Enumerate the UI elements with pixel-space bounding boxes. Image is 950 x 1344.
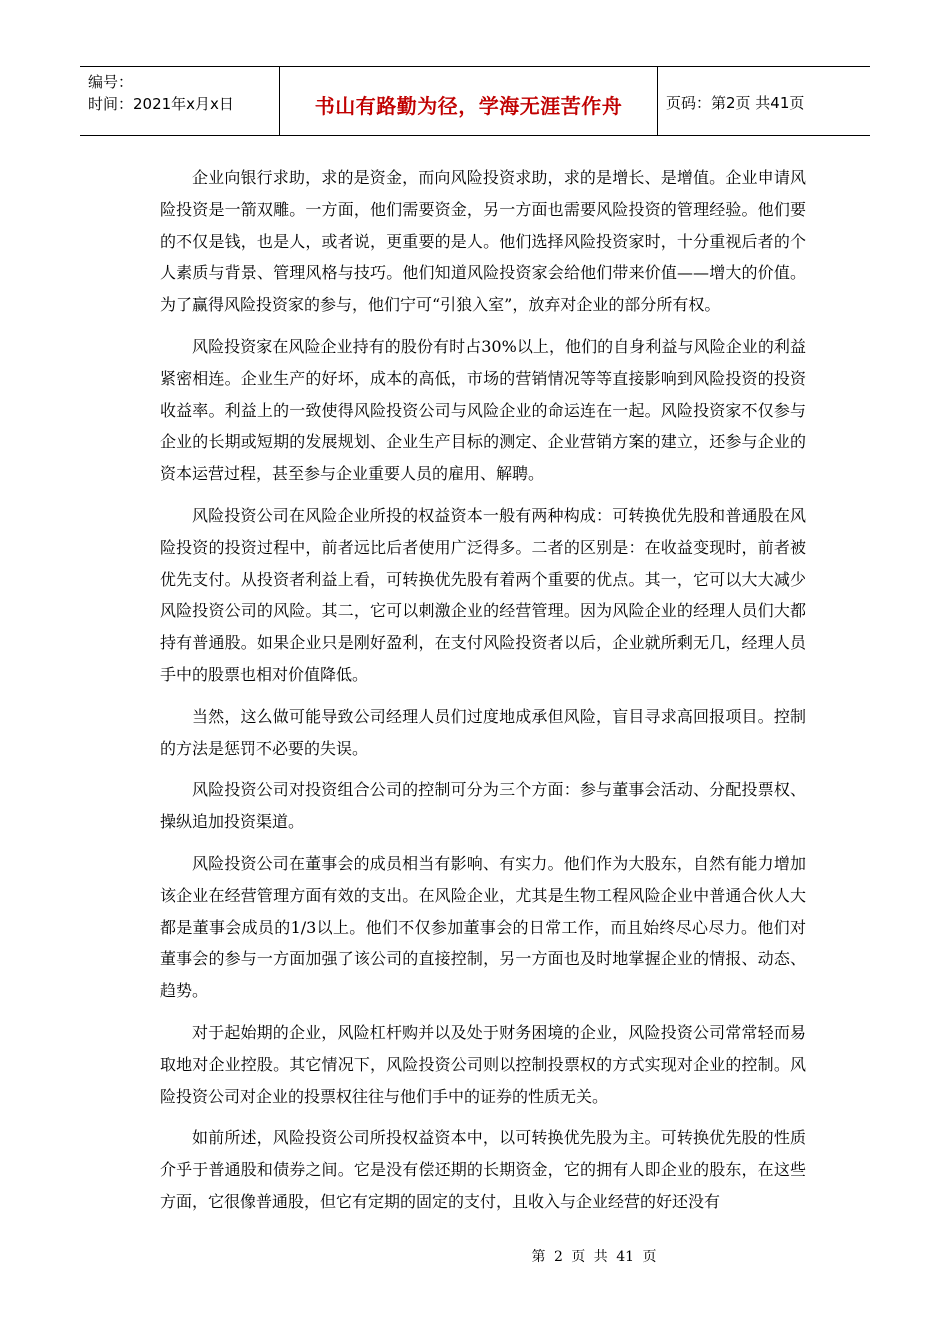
paragraph: 企业向银行求助，求的是资金，而向风险投资求助，求的是增长、是增值。企业申请风险投资是一箭双雕。一方面，他们需要资金，另一方面也需要风险投资的管理经验。他们要的不仅是钱，也是人，或者说，更重要的是人。他们选择风险投资家时，十分重视后者的个人素质与背景、管理风格与技巧。他们知道风险投资家会给他们带来价值——增大的价值。为了赢得风险投资家的参与，他们宁可“引狼入室”，放弃对企业的部分所有权。 [160, 168, 806, 315]
paragraph: 如前所述，风险投资公司所投权益资本中，以可转换优先股为主。可转换优先股的性质介乎于普通股和债券之间。它是没有偿还期的长期资金，它的拥有人即企业的股东，在这些方面，它很像普通股，但它有定期的固定的支付，且收入与企业经营的好还没有 [160, 1128, 806, 1211]
footer-page-number: 第 2 页 共 41 页 [531, 1249, 657, 1265]
number-label: 编号： [88, 73, 134, 91]
paragraph: 风险投资公司在董事会的成员相当有影响、有实力。他们作为大股东，自然有能力增加该企业在经营管理方面有效的支出。在风险企业，尤其是生物工程风险企业中普通合伙人大都是董事会成员的1/3以上。他们不仅参加董事会的日常工作，而且始终尽心尽力。他们对董事会的参与一方面加强了该公司的直接控制，另一方面也及时地掌握企业的情报、动态、趋势。 [160, 853, 806, 1001]
header-page-code-cell [658, 67, 870, 135]
time-label: 时间：2021年x月x日 [88, 95, 234, 113]
header-meta [80, 67, 280, 135]
header-motto-cell [280, 67, 658, 135]
paragraph: 风险投资公司对投资组合公司的控制可分为三个方面：参与董事会活动、分配投票权、操纵追加投资渠道。 [160, 780, 806, 832]
document-body [160, 162, 806, 1228]
header-motto: 书山有路勤为径，学海无涯苦作舟 [314, 93, 623, 118]
page-footer [0, 1246, 950, 1266]
paragraph: 当然，这么做可能导致公司经理人员们过度地成承但风险，盲目寻求高回报项目。控制的方法是惩罚不必要的失误。 [160, 706, 806, 758]
paragraph: 风险投资家在风险企业持有的股份有时占30%以上，他们的自身利益与风险企业的利益紧密相连。企业生产的好坏，成本的高低，市场的营销情况等等直接影响到风险投资的投资收益率。利益上的一致使得风险投资公司与风险企业的命运连在一起。风险投资家不仅参与企业的长期或短期的发展规划、企业生产目标的测定、企业营销方案的建立，还参与企业的资本运营过程，甚至参与企业重要人员的雇用、解聘。 [160, 336, 806, 484]
paragraph: 风险投资公司在风险企业所投的权益资本一般有两种构成：可转换优先股和普通股在风险投资的投资过程中，前者远比后者使用广泛得多。二者的区别是：在收益变现时，前者被优先支付。从投资者利益上看，可转换优先股有着两个重要的优点。其一，它可以大大减少风险投资公司的风险。其二，它可以刺激企业的经营管理。因为风险企业的经理人员们大都持有普通股。如果企业只是刚好盈利，在支付风险投资者以后，企业就所剩无几，经理人员手中的股票也相对价值降低。 [160, 505, 806, 684]
paragraph: 对于起始期的企业，风险杠杆购并以及处于财务困境的企业，风险投资公司常常轻而易取地对企业控股。其它情况下，风险投资公司则以控制投票权的方式实现对企业的控制。风险投资公司对企业的投票权往往与他们手中的证券的性质无关。 [160, 1022, 806, 1106]
page-header [80, 66, 870, 136]
page-code: 页码：第2页 共41页 [666, 93, 805, 112]
